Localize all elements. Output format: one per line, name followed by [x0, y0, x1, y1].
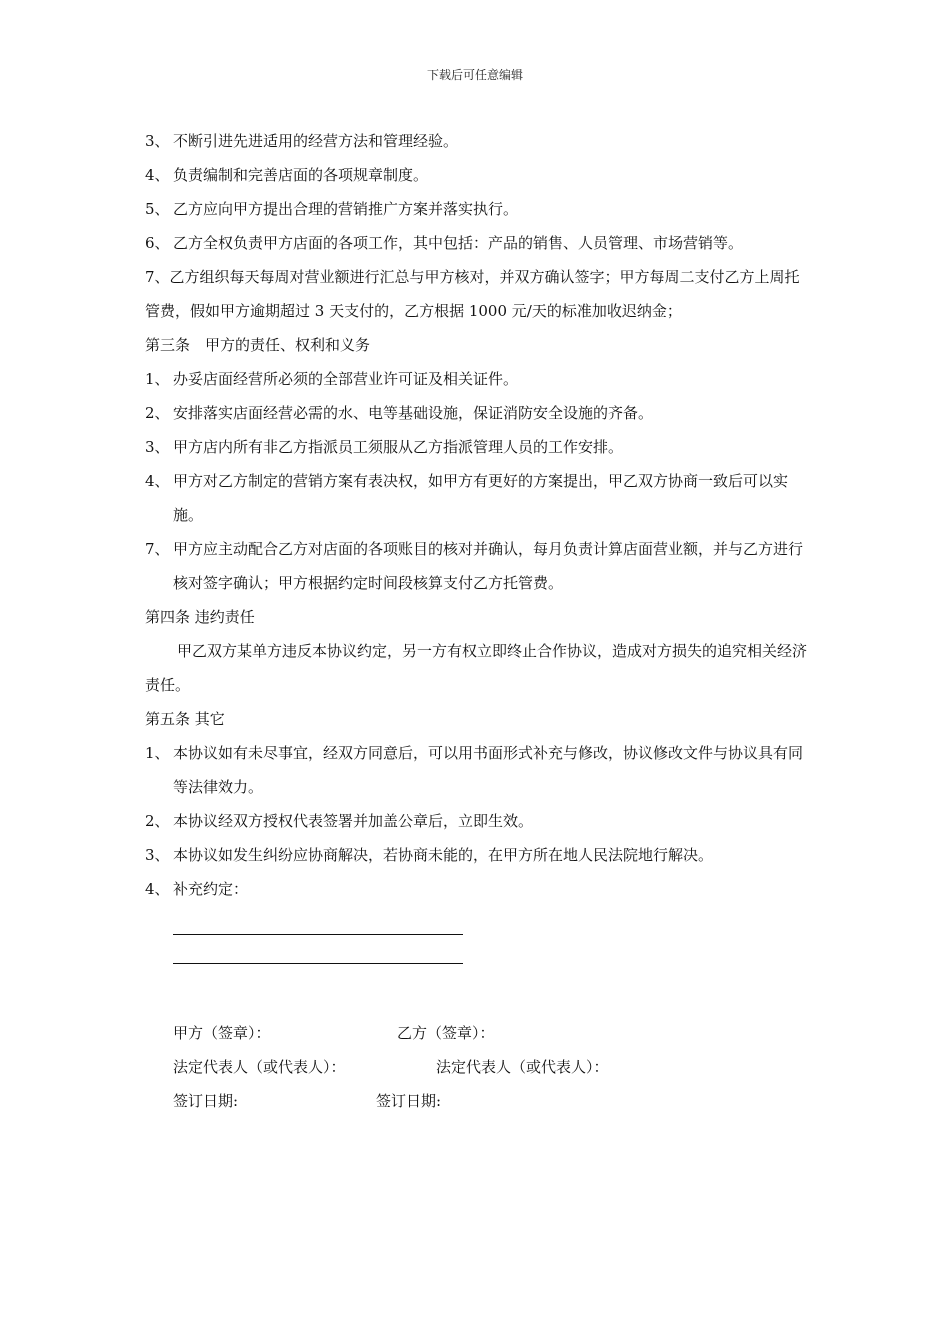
- list-item: [145, 736, 810, 804]
- list-item: [145, 124, 810, 158]
- document-body: [145, 124, 810, 964]
- item-number: 1、: [145, 370, 170, 388]
- item-text: 乙方应向甲方提出合理的营销推广方案并落实执行。: [173, 200, 519, 218]
- item-number: 3、: [145, 438, 170, 456]
- item-number: 4、: [145, 880, 170, 898]
- list-item: [145, 464, 810, 532]
- item-text: 甲方对乙方制定的营销方案有表决权，如甲方有更好的方案提出，甲乙双方协商一致后可以实施。: [173, 472, 789, 524]
- party-b-representative: 法定代表人（或代表人）：: [436, 1058, 609, 1076]
- item-text: 本协议如有未尽事宜，经双方同意后，可以用书面形式补充与修改，协议修改文件与协议具有同等法律效力。: [173, 744, 804, 796]
- party-a-representative: 法定代表人（或代表人）：: [173, 1058, 346, 1076]
- list-item: [145, 158, 810, 192]
- item-text: 本协议如发生纠纷应协商解决，若协商未能的，在甲方所在地人民法院地行解决。: [173, 846, 714, 864]
- representative-row: [173, 1050, 793, 1084]
- list-item: [145, 226, 810, 260]
- item-number: 4、: [145, 166, 170, 184]
- item-text: 不断引进先进适用的经营方法和管理经验。: [173, 132, 459, 150]
- article-4-heading: 第四条 违约责任: [145, 608, 255, 626]
- item-number: 4、: [145, 472, 170, 490]
- list-item: [145, 532, 810, 600]
- item-text: 负责编制和完善店面的各项规章制度。: [173, 166, 429, 184]
- party-b-date: 签订日期:: [376, 1092, 442, 1110]
- supplement-lines: [145, 934, 810, 964]
- supplement-line: [173, 934, 463, 935]
- item-number: 7、: [145, 540, 170, 558]
- page-header: 下载后可任意编辑: [426, 68, 523, 82]
- list-item: [145, 430, 810, 464]
- list-item: [145, 838, 810, 872]
- list-item: [145, 804, 810, 838]
- signature-row: [173, 1016, 793, 1050]
- date-row: [173, 1084, 793, 1118]
- list-item: [145, 192, 810, 226]
- list-item: [145, 872, 810, 906]
- party-b-seal: 乙方（签章）：: [397, 1024, 495, 1042]
- supplement-line: [173, 963, 463, 964]
- item-text: 补充约定：: [173, 880, 249, 898]
- item-7-paragraph: 7、乙方组织每天每周对营业额进行汇总与甲方核对，并双方确认签字；甲方每周二支付乙方上周托管费，假如甲方逾期超过 3 天支付的，乙方根据 1000 元/天的标准加收迟纳金；: [145, 268, 800, 320]
- item-text: 本协议经双方授权代表签署并加盖公章后，立即生效。: [173, 812, 534, 830]
- item-number: 2、: [145, 812, 170, 830]
- article-5-heading: 第五条 其它: [145, 710, 225, 728]
- item-number: 3、: [145, 132, 170, 150]
- item-text: 乙方全权负责甲方店面的各项工作，其中包括：产品的销售、人员管理、市场营销等。: [173, 234, 744, 252]
- item-number: 6、: [145, 234, 170, 252]
- item-text: 办妥店面经营所必须的全部营业许可证及相关证件。: [173, 370, 519, 388]
- list-item: [145, 396, 810, 430]
- item-text: 安排落实店面经营必需的水、电等基础设施，保证消防安全设施的齐备。: [173, 404, 654, 422]
- item-number: 2、: [145, 404, 170, 422]
- signature-block: [173, 1016, 793, 1118]
- item-number: 5、: [145, 200, 170, 218]
- item-text: 甲方应主动配合乙方对店面的各项账目的核对并确认，每月负责计算店面营业额，并与乙方进行核对签字确认；甲方根据约定时间段核算支付乙方托管费。: [173, 540, 804, 592]
- item-number: 1、: [145, 744, 170, 762]
- party-a-seal: 甲方（签章）：: [173, 1024, 271, 1042]
- article-3-heading: 第三条 甲方的责任、权利和义务: [145, 336, 371, 354]
- item-number: 3、: [145, 846, 170, 864]
- article-4-text: 甲乙双方某单方违反本协议约定，另一方有权立即终止合作协议，造成对方损失的追究相关经济责任。: [145, 642, 808, 694]
- party-a-date: 签订日期:: [173, 1092, 239, 1110]
- list-item: [145, 362, 810, 396]
- item-text: 甲方店内所有非乙方指派员工须服从乙方指派管理人员的工作安排。: [173, 438, 624, 456]
